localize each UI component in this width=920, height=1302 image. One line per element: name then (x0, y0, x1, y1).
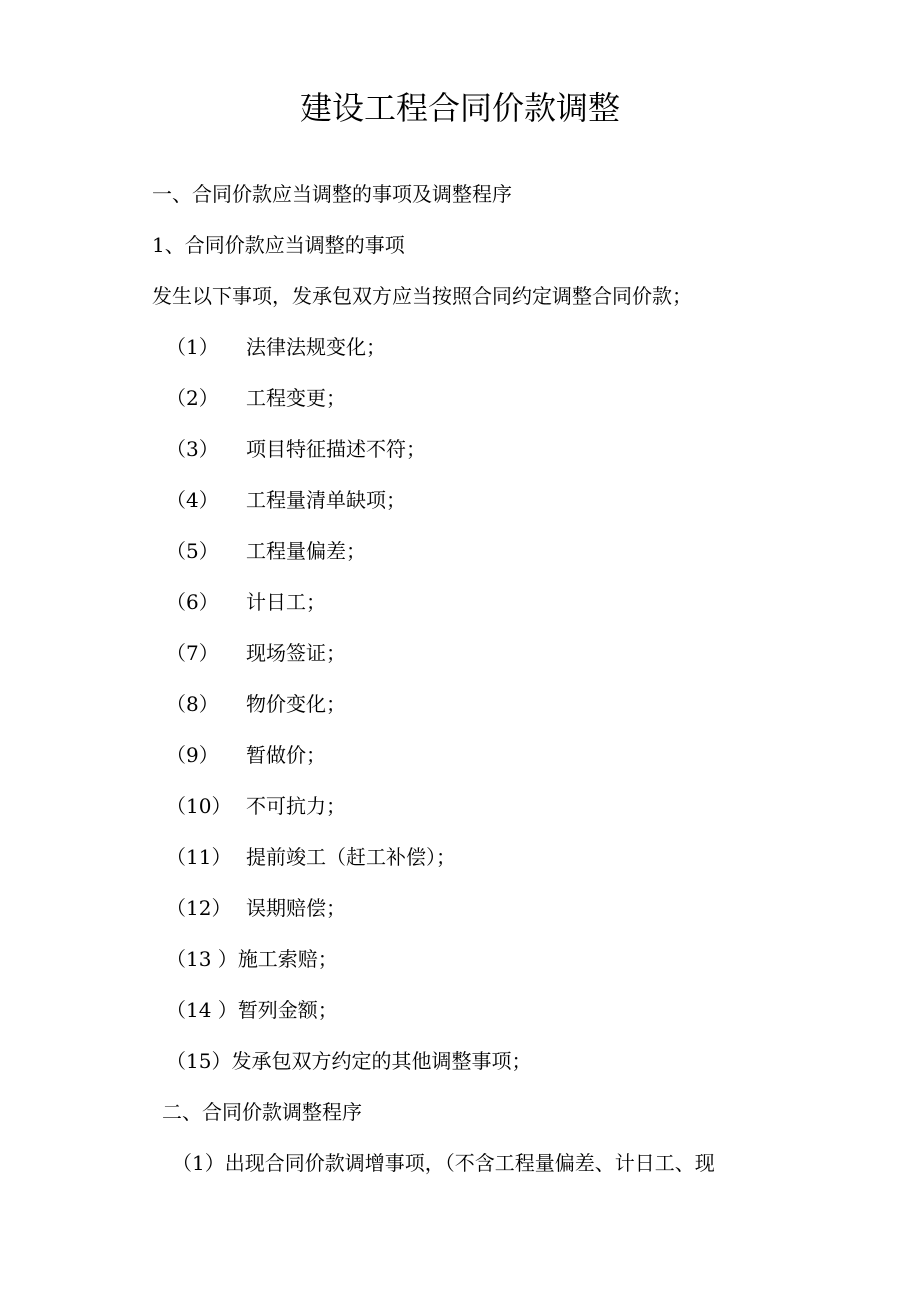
list-item (166, 434, 426, 464)
list-item-number: （13 ） (166, 947, 238, 971)
list-item-text: 项目特征描述不符； (246, 437, 426, 461)
list-item-number: （15） (166, 1049, 232, 1073)
list-item-text: 提前竣工（赶工补偿）； (246, 845, 456, 869)
list-item-number: （12） (166, 896, 232, 920)
list-item-text: 暂列金额； (237, 998, 338, 1022)
document-title: 建设工程合同价款调整 (299, 89, 620, 127)
list-item (166, 791, 346, 821)
list-item (166, 944, 338, 974)
intro-paragraph: 发生以下事项，发承包双方应当按照合同约定调整合同价款； (152, 284, 692, 308)
list-item (166, 383, 346, 413)
list-item-text: 法律法规变化； (246, 335, 386, 359)
list-item (166, 1046, 531, 1076)
list-item (166, 689, 346, 719)
list-item-text: 发承包双方约定的其他调整事项； (231, 1049, 532, 1073)
list-item-number: （1） (166, 335, 219, 359)
list-item-text: 工程变更； (246, 386, 346, 410)
list-item-text: 工程量清单缺项； (246, 488, 406, 512)
list-item (166, 536, 366, 566)
list-item-number: （3） (166, 437, 219, 461)
list-item (166, 740, 326, 770)
list-item (166, 995, 338, 1025)
list-item-text: 物价变化； (246, 692, 346, 716)
list-item-number: （5） (166, 539, 219, 563)
section-heading-1: 一、合同价款应当调整的事项及调整程序 (152, 182, 512, 206)
subsection-heading-1: 1、合同价款应当调整的事项 (152, 233, 405, 257)
list-item-text: 现场签证； (246, 641, 346, 665)
list-item (166, 587, 326, 617)
list-item-text: 施工索赔； (237, 947, 338, 971)
list-item-number: （11） (166, 845, 232, 869)
list-item (166, 332, 386, 362)
procedure-paragraph: （1）出现合同价款调增事项，（不含工程量偏差、计日工、现 (172, 1151, 715, 1175)
list-item-number: （6） (166, 590, 219, 614)
section-heading-2: 二、合同价款调整程序 (162, 1100, 362, 1124)
list-item-number: （14 ） (166, 998, 238, 1022)
list-item-text: 不可抗力； (246, 794, 346, 818)
list-item (166, 485, 406, 515)
list-item-number: （4） (166, 488, 219, 512)
list-item-number: （2） (166, 386, 219, 410)
list-item-number: （7） (166, 641, 219, 665)
list-item-text: 工程量偏差； (246, 539, 366, 563)
list-item (166, 893, 346, 923)
list-item-text: 计日工； (246, 590, 326, 614)
list-item-number: （10） (166, 794, 232, 818)
list-item (166, 842, 456, 872)
list-item-text: 误期赔偿； (246, 896, 346, 920)
list-item-number: （9） (166, 743, 219, 767)
list-item-number: （8） (166, 692, 219, 716)
list-item-text: 暂做价； (246, 743, 326, 767)
list-item (166, 638, 346, 668)
